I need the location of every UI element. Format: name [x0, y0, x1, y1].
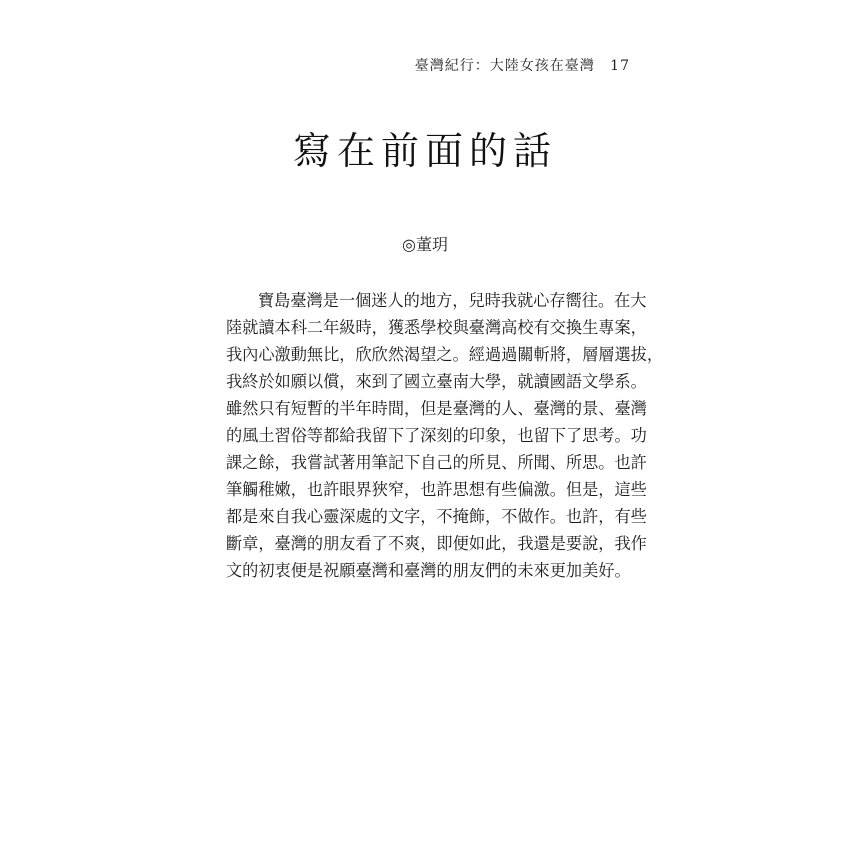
running-header: [415, 55, 630, 75]
page-number: 17: [610, 58, 630, 74]
body-line: 我內心激動無比，欣欣然渴望之。經過過關斬將，層層選拔，: [226, 345, 664, 364]
body-line: 斷章，臺灣的朋友看了不爽，即便如此，我還是要說，我作: [226, 534, 647, 553]
body-line: 我終於如願以償，來到了國立臺南大學，就讀國語文學系。: [226, 372, 647, 391]
body-line: 都是來自我心靈深處的文字，不掩飾，不做作。也許，有些: [226, 507, 647, 526]
body-paragraph: [226, 287, 664, 584]
body-line: 筆觸稚嫩，也許眼界狹窄，也許思想有些偏激。但是，這些: [226, 480, 647, 499]
running-title: 臺灣紀行：大陸女孩在臺灣: [414, 58, 595, 74]
body-line: 文的初衷便是祝願臺灣和臺灣的朋友們的未來更加美好。: [226, 561, 631, 580]
body-line: 寶島臺灣是一個迷人的地方，兒時我就心存嚮往。在大: [258, 291, 647, 310]
body-line: 陸就讀本科二年級時，獲悉學校與臺灣高校有交換生專案，: [226, 318, 647, 337]
chapter-title: 寫在前面的話: [292, 129, 557, 173]
body-line: 的風土習俗等都給我留下了深刻的印象，也留下了思考。功: [226, 426, 647, 445]
body-line: 課之餘，我嘗試著用筆記下自己的所見、所聞、所思。也許: [226, 453, 647, 472]
author-byline: ◎董玥: [402, 235, 448, 254]
body-line: 雖然只有短暫的半年時間，但是臺灣的人、臺灣的景、臺灣: [226, 399, 647, 418]
